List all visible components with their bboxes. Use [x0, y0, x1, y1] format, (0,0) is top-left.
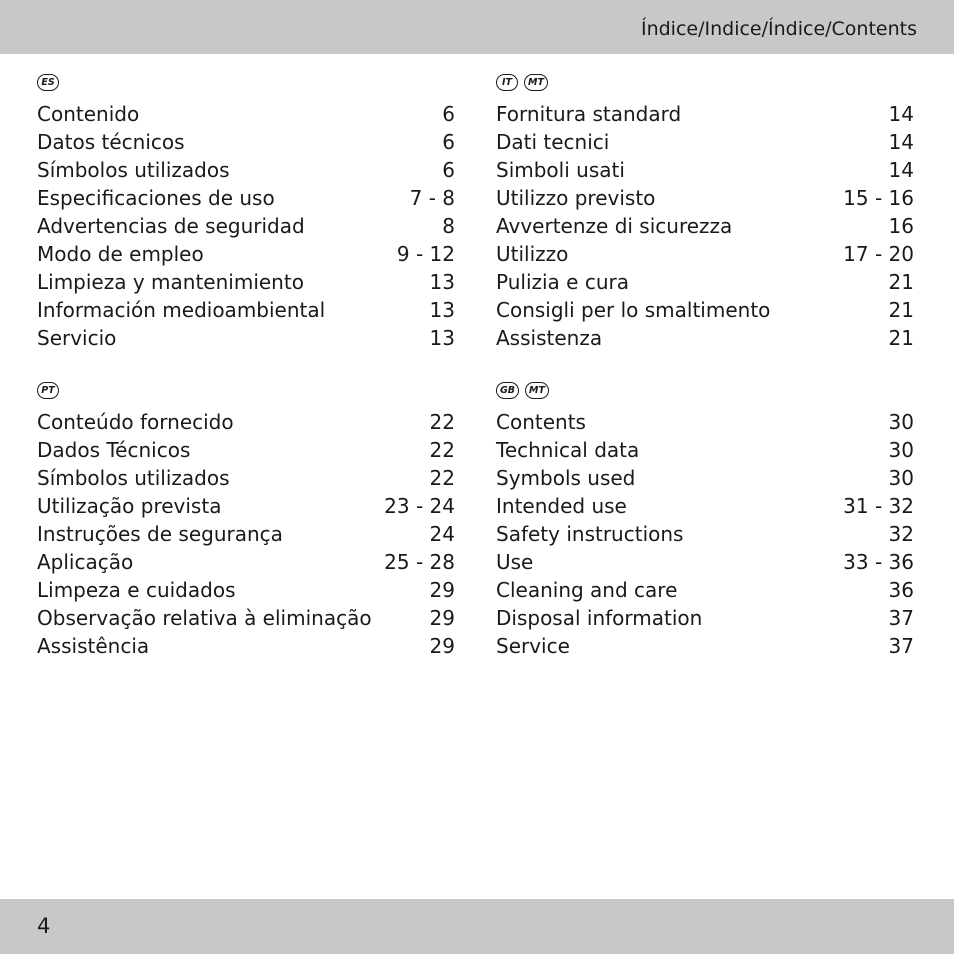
toc-entry-page: 21	[888, 326, 914, 350]
toc-entry-label: Información medioambiental	[37, 298, 326, 322]
toc-entry-label: Limpieza y mantenimiento	[37, 270, 304, 294]
toc-entry-label: Service	[496, 634, 570, 658]
toc-entry-label: Utilização prevista	[37, 494, 222, 518]
toc-entry[interactable]	[37, 492, 455, 520]
toc-entry-label: Modo de empleo	[37, 242, 204, 266]
page-title: Índice/Indice/Índice/Contents	[640, 18, 917, 40]
section-gb	[496, 378, 914, 660]
toc-entry-page: 29	[429, 634, 455, 658]
toc-entry-page: 25 - 28	[384, 550, 455, 574]
toc-entry-label: Contenido	[37, 102, 140, 126]
toc-entry[interactable]	[37, 128, 455, 156]
toc-entry[interactable]	[37, 632, 455, 660]
toc-entry[interactable]	[37, 156, 455, 184]
toc-entry[interactable]	[496, 548, 914, 576]
toc-entry-label: Cleaning and care	[496, 578, 678, 602]
toc-entry[interactable]	[496, 156, 914, 184]
toc-entry[interactable]	[496, 436, 914, 464]
toc-entry[interactable]	[37, 464, 455, 492]
toc-entry-label: Observação relativa à eliminação	[37, 606, 372, 630]
toc-entry-label: Limpeza e cuidados	[37, 578, 236, 602]
toc-entry-page: 21	[888, 270, 914, 294]
language-badges	[37, 70, 455, 100]
toc-entry-label: Aplicação	[37, 550, 134, 574]
language-badge-mt: MT	[524, 74, 548, 91]
toc-entry[interactable]	[496, 128, 914, 156]
toc-entry-page: 14	[888, 158, 914, 182]
toc-entry-label: Pulizia e cura	[496, 270, 629, 294]
toc-entry[interactable]	[496, 100, 914, 128]
toc-entry-label: Simboli usati	[496, 158, 625, 182]
toc-entry-page: 23 - 24	[384, 494, 455, 518]
language-badge-pt: PT	[37, 382, 59, 399]
toc-entry-page: 32	[888, 522, 914, 546]
toc-entry-page: 36	[888, 578, 914, 602]
toc-entry[interactable]	[37, 520, 455, 548]
header-bar	[0, 0, 954, 54]
toc-entry-label: Servicio	[37, 326, 117, 350]
footer-bar	[0, 899, 954, 954]
toc-entry-label: Instruções de segurança	[37, 522, 283, 546]
toc-entry[interactable]	[37, 408, 455, 436]
toc-entry-page: 6	[442, 102, 455, 126]
toc-entry-label: Datos técnicos	[37, 130, 185, 154]
section-es	[37, 70, 455, 352]
toc-entry[interactable]	[496, 212, 914, 240]
toc-entry-page: 16	[888, 214, 914, 238]
toc-entry-page: 30	[888, 410, 914, 434]
toc-entry-label: Disposal information	[496, 606, 703, 630]
toc-entry[interactable]	[496, 520, 914, 548]
toc-entry[interactable]	[496, 296, 914, 324]
toc-entry-label: Intended use	[496, 494, 627, 518]
toc-entry-label: Dati tecnici	[496, 130, 610, 154]
toc-entry-label: Utilizzo	[496, 242, 569, 266]
toc-list	[496, 100, 914, 352]
toc-entry[interactable]	[496, 240, 914, 268]
toc-entry[interactable]	[37, 436, 455, 464]
language-badges	[496, 70, 914, 100]
toc-entry-label: Símbolos utilizados	[37, 158, 230, 182]
toc-entry[interactable]	[37, 296, 455, 324]
toc-entry-page: 29	[429, 578, 455, 602]
toc-entry-page: 14	[888, 102, 914, 126]
toc-entry[interactable]	[37, 548, 455, 576]
toc-entry-page: 13	[429, 326, 455, 350]
toc-entry-page: 21	[888, 298, 914, 322]
toc-entry[interactable]	[37, 576, 455, 604]
toc-entry-label: Dados Técnicos	[37, 438, 191, 462]
toc-entry[interactable]	[496, 324, 914, 352]
toc-entry-label: Technical data	[496, 438, 640, 462]
toc-entry-page: 33 - 36	[843, 550, 914, 574]
language-badge-mt: MT	[525, 382, 549, 399]
toc-entry-label: Assistenza	[496, 326, 603, 350]
language-badges	[37, 378, 455, 408]
toc-entry-page: 9 - 12	[396, 242, 455, 266]
toc-entry-label: Advertencias de seguridad	[37, 214, 305, 238]
language-badge-es: ES	[37, 74, 59, 91]
toc-entry-page: 6	[442, 130, 455, 154]
toc-entry-label: Safety instructions	[496, 522, 684, 546]
toc-entry-label: Consigli per lo smaltimento	[496, 298, 771, 322]
toc-list	[37, 408, 455, 660]
toc-entry-label: Conteúdo fornecido	[37, 410, 234, 434]
section-it	[496, 70, 914, 352]
toc-entry[interactable]	[496, 464, 914, 492]
toc-entry[interactable]	[496, 184, 914, 212]
toc-entry-page: 29	[429, 606, 455, 630]
toc-entry-page: 37	[888, 606, 914, 630]
toc-entry-label: Contents	[496, 410, 586, 434]
toc-entry-page: 14	[888, 130, 914, 154]
toc-entry-page: 22	[429, 410, 455, 434]
toc-entry[interactable]	[496, 604, 914, 632]
toc-entry-label: Utilizzo previsto	[496, 186, 656, 210]
toc-entry-page: 30	[888, 466, 914, 490]
toc-entry-label: Símbolos utilizados	[37, 466, 230, 490]
toc-entry-page: 7 - 8	[409, 186, 455, 210]
toc-entry[interactable]	[37, 324, 455, 352]
toc-entry-page: 37	[888, 634, 914, 658]
language-badge-gb: GB	[496, 382, 519, 399]
toc-entry-label: Especificaciones de uso	[37, 186, 275, 210]
toc-entry[interactable]	[37, 100, 455, 128]
language-badges	[496, 378, 914, 408]
toc-entry-label: Assistência	[37, 634, 150, 658]
section-pt	[37, 378, 455, 660]
toc-entry-label: Avvertenze di sicurezza	[496, 214, 733, 238]
toc-entry[interactable]	[496, 268, 914, 296]
toc-entry-page: 15 - 16	[843, 186, 914, 210]
toc-entry-page: 22	[429, 438, 455, 462]
toc-entry-page: 24	[429, 522, 455, 546]
toc-entry-page: 30	[888, 438, 914, 462]
toc-entry[interactable]	[496, 492, 914, 520]
toc-entry[interactable]	[37, 212, 455, 240]
toc-entry-page: 8	[442, 214, 455, 238]
toc-entry-page: 17 - 20	[843, 242, 914, 266]
toc-entry[interactable]	[496, 576, 914, 604]
toc-entry-page: 22	[429, 466, 455, 490]
language-badge-it: IT	[496, 74, 518, 91]
toc-entry-page: 31 - 32	[843, 494, 914, 518]
toc-entry[interactable]	[37, 240, 455, 268]
page-number: 4	[37, 914, 51, 938]
toc-entry-label: Use	[496, 550, 534, 574]
toc-entry-page: 13	[429, 298, 455, 322]
toc-entry[interactable]	[496, 632, 914, 660]
toc-entry[interactable]	[37, 184, 455, 212]
toc-entry-label: Symbols used	[496, 466, 636, 490]
toc-entry[interactable]	[37, 268, 455, 296]
toc-entry-page: 6	[442, 158, 455, 182]
toc-entry-label: Fornitura standard	[496, 102, 682, 126]
toc-entry-page: 13	[429, 270, 455, 294]
toc-entry[interactable]	[37, 604, 455, 632]
toc-list	[496, 408, 914, 660]
toc-list	[37, 100, 455, 352]
toc-entry[interactable]	[496, 408, 914, 436]
